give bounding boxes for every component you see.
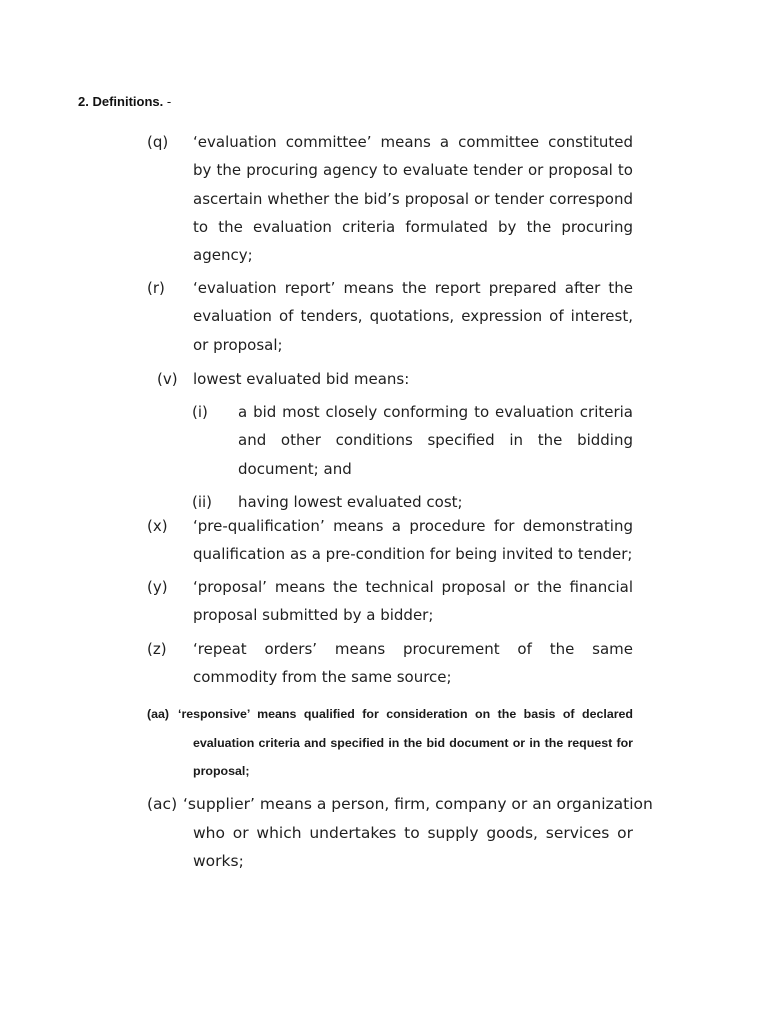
- definition-text: ‘proposal’ means the technical proposal or the financial proposal submitted by a bidder;: [193, 578, 633, 625]
- section-title: 2. Definitions.: [78, 94, 164, 109]
- definition-text: ‘repeat orders’ means procurement of the same commodity from the same source;: [193, 640, 633, 687]
- definition-label: (y): [147, 578, 168, 596]
- definition-label: (v): [157, 370, 178, 388]
- subitem-label: (ii): [192, 493, 213, 511]
- definition-label: (aa): [147, 707, 170, 721]
- definition-label: (x): [147, 517, 168, 535]
- definition-text-line1: ‘supplier’ means a person, firm, company or an organization: [183, 795, 653, 813]
- definition-label: (q): [147, 133, 169, 151]
- definition-text: lowest evaluated bid means:: [193, 370, 410, 388]
- definition-text-rest: evaluation criteria and specified in the bid document or in the request for proposal;: [193, 735, 633, 778]
- subitem-label: (i): [192, 403, 208, 421]
- definition-text: ‘pre-qualification’ means a procedure for demonstrating qualification as a pre-condition for being invited to tender;: [193, 517, 633, 564]
- section-dash: -: [163, 94, 172, 109]
- definition-label: (r): [147, 279, 165, 297]
- definition-label: (z): [147, 640, 167, 658]
- subitem-text: having lowest evaluated cost;: [238, 493, 463, 511]
- definition-text: ‘evaluation report’ means the report prepared after the evaluation of tenders, quotations, expression of interest, or proposal;: [193, 279, 633, 354]
- section-heading: [78, 94, 171, 109]
- definition-text: ‘evaluation committee’ means a committee constituted by the procuring agency to evaluate tender or proposal to ascertain whether the bid’s proposal or tender correspond to the evaluation criteria formulated by the procuring agency;: [193, 133, 633, 265]
- definition-text-line1: ‘responsive’ means qualified for consideration on the basis of declared: [178, 707, 633, 721]
- definition-text-rest: who or which undertakes to supply goods, services or works;: [193, 823, 633, 871]
- subitem-text: a bid most closely conforming to evaluation criteria and other conditions specified in the bidding document; and: [238, 403, 633, 478]
- definition-label: (ac): [147, 795, 178, 813]
